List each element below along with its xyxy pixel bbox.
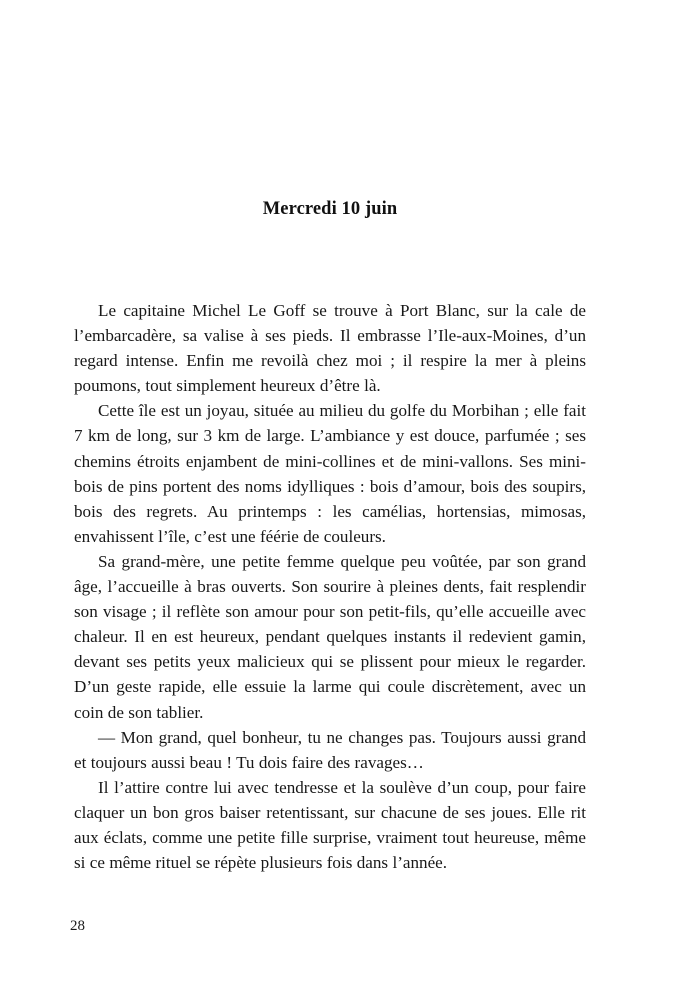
paragraph: Cette île est un joyau, située au milieu du golfe du Morbihan ; elle fait 7 km de long, sur 3 km de large. L’ambiance y est douce, parfumée ; ses chemins étroits enjambent de mini-collines et de mini-vallons. Ses mini-bois de pins portent des noms idylliques : bois d’amour, bois des soupirs, bois des regrets. Au printemps : les camélias, hortensias, mimosas, envahissent l’île, c’est une féérie de couleurs.	[74, 401, 586, 546]
page-number: 28	[70, 918, 85, 934]
paragraph: Sa grand-mère, une petite femme quelque peu voûtée, par son grand âge, l’accueille à bras ouverts. Son sourire à pleines dents, fait resplendir son visage ; il reflète son amour pour son petit-fils, qu’elle accueille avec chaleur. Il en est heureux, pendant quelques instants il redevient gamin, devant ses petits yeux malicieux qui se plissent pour mieux le regarder. D’un geste rapide, elle essuie la larme qui coule discrètement, avec un coin de son tablier.	[74, 551, 586, 722]
body-text	[74, 220, 586, 875]
paragraph: Il l’attire contre lui avec tendresse et la soulève d’un coup, pour faire claquer un bon gros baiser retentissant, sur chacune de ses joues. Elle rit aux éclats, comme une petite fille surprise, vraiment tout heureuse, même si ce même rituel se répète plusieurs fois dans l’année.	[74, 777, 586, 873]
page-content	[74, 0, 586, 875]
chapter-title: Mercredi 10 juin	[262, 199, 398, 219]
paragraph: Le capitaine Michel Le Goff se trouve à Port Blanc, sur la cale de l’embarcadère, sa valise à ses pieds. Il embrasse l’Ile-aux-Moines, d’un regard intense. Enfin me revoilà chez moi ; il respire la mer à pleins poumons, tout simplement heureux d’être là.	[74, 301, 586, 396]
paragraph: — Mon grand, quel bonheur, tu ne changes pas. Toujours aussi grand et toujours aussi beau ! Tu dois faire des ravages…	[74, 727, 586, 772]
